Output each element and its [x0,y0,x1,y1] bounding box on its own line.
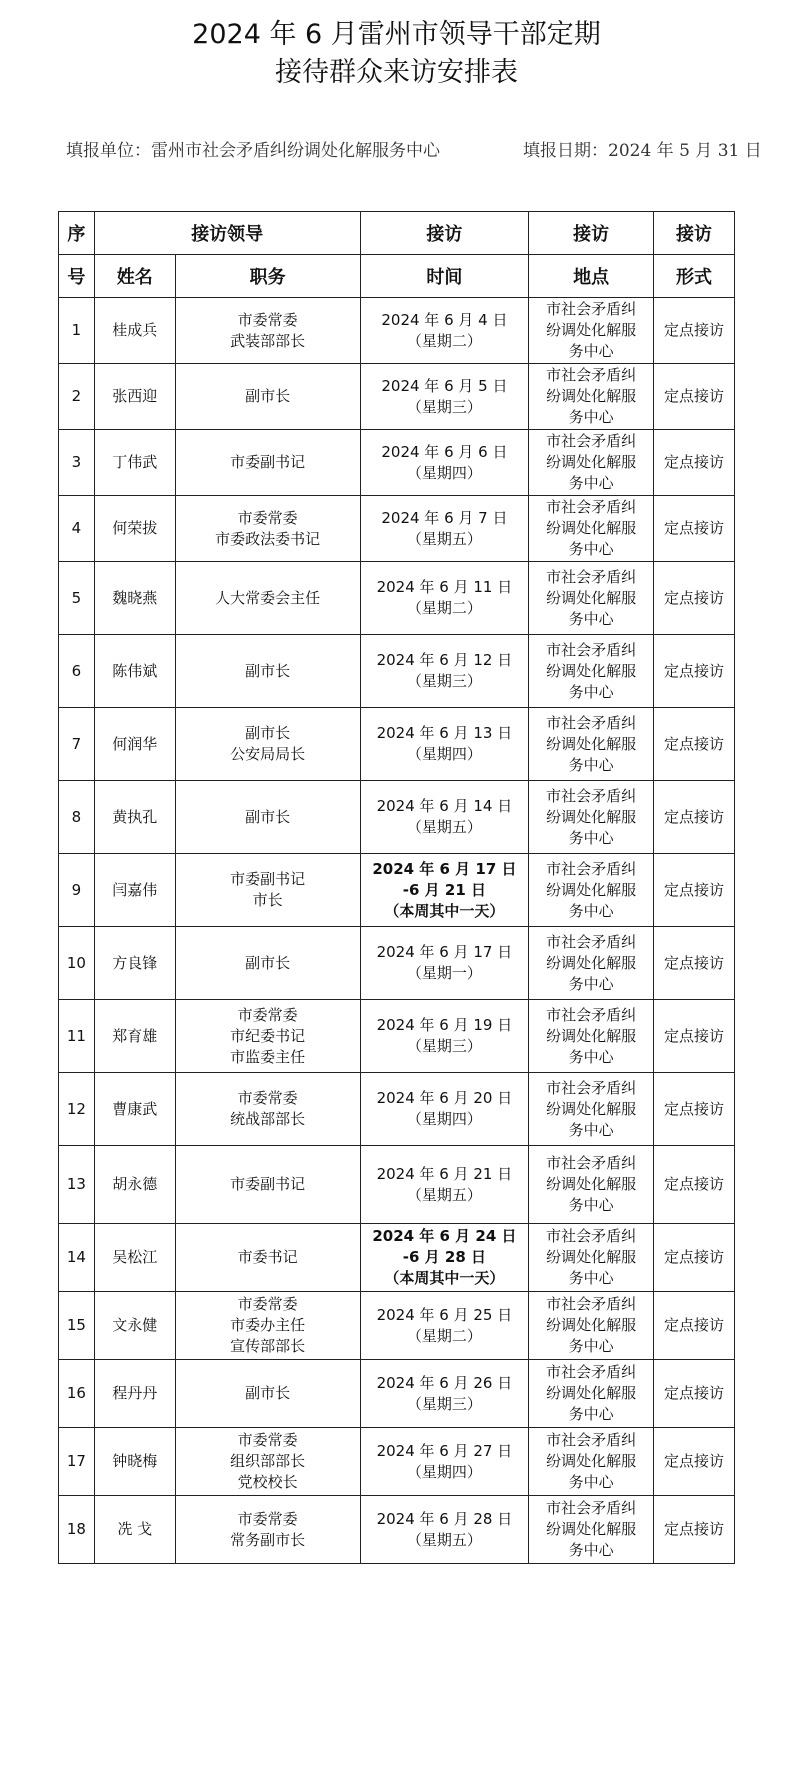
row-position-text: 市委书记 [237,1248,298,1266]
row-name-text: 钟晓梅 [112,1452,158,1470]
row-place [529,927,654,1000]
row-form [654,298,735,364]
row-seq-text: 1 [71,321,82,339]
row-time [360,562,529,635]
row-place-text: 市社会矛盾纠 纷调处化解服 务中心 [546,498,637,558]
row-seq [59,1496,95,1564]
row-seq [59,562,95,635]
row-time [360,1000,529,1073]
row-time-text: 2024 年 6 月 20 日 （星期四） [376,1089,513,1128]
reporting-unit: 填报单位：雷州市社会矛盾纠纷调处化解服务中心 [66,141,440,161]
header-place-bottom: 地点 [529,255,654,298]
row-position [175,496,360,562]
row-form-text: 定点接访 [664,1316,725,1334]
row-position [175,1000,360,1073]
row-seq [59,496,95,562]
row-form [654,708,735,781]
row-name-text: 方良锋 [112,953,158,972]
row-position-text: 副市长 [245,387,291,405]
row-form [654,1292,735,1360]
row-time [360,298,529,364]
row-form [654,1073,735,1146]
table-row [59,1146,735,1224]
row-form [654,635,735,708]
row-position [175,1073,360,1146]
row-place-text: 市社会矛盾纠 纷调处化解服 务中心 [546,932,637,993]
row-position-text: 市委副书记 [230,1175,306,1193]
row-form-text: 定点接访 [664,807,725,826]
row-position-text: 市委常委 市纪委书记 市监委主任 [230,1005,306,1066]
row-seq [59,1146,95,1224]
row-time [360,1146,529,1224]
row-place [529,1360,654,1428]
row-form [654,1428,735,1496]
row-time [360,781,529,854]
row-form-text: 定点接访 [664,1026,725,1045]
row-time-text: 2024 年 6 月 14 日 （星期五） [376,797,513,836]
row-name-text: 胡永德 [112,1175,158,1193]
row-name [94,1224,175,1292]
row-time [360,708,529,781]
row-place-text: 市社会矛盾纠 纷调处化解服 务中心 [546,1499,637,1559]
title-line-1: 2024 年 6 月雷州市领导干部定期 [192,19,601,50]
row-place [529,430,654,496]
row-position-text: 副市长 公安局局长 [230,724,306,763]
header-seq-bottom: 号 [59,255,95,298]
row-position [175,781,360,854]
row-name-text: 丁伟武 [112,453,158,471]
row-seq-text: 7 [71,734,82,753]
row-place [529,1496,654,1564]
row-name [94,1292,175,1360]
row-name-text: 桂成兵 [112,321,158,339]
row-time-text: 2024 年 6 月 17 日 （星期一） [376,943,513,982]
row-name [94,781,175,854]
header-position: 职务 [175,255,360,298]
table-row [59,364,735,430]
row-form [654,1496,735,1564]
row-position [175,1428,360,1496]
table-row [59,298,735,364]
row-place [529,635,654,708]
row-name [94,635,175,708]
header-name: 姓名 [94,255,175,298]
schedule-rows [59,298,735,1564]
row-place [529,364,654,430]
header-leader-group: 接访领导 [94,212,360,255]
row-seq-text: 5 [71,588,82,607]
table-row [59,635,735,708]
row-name [94,1360,175,1428]
row-seq-text: 2 [71,387,82,405]
table-row [59,1360,735,1428]
row-place-text: 市社会矛盾纠 纷调处化解服 务中心 [546,567,637,628]
row-name-text: 黄执孔 [112,807,158,826]
row-name-text: 何荣拔 [112,519,158,537]
row-form-text: 定点接访 [664,387,725,405]
row-time-text: 2024 年 6 月 19 日 （星期三） [376,1016,513,1055]
row-form-text: 定点接访 [664,661,725,680]
row-position-text: 市委常委 统战部部长 [230,1089,306,1128]
row-position-text: 市委常委 常务副市长 [230,1509,306,1549]
row-position-text: 副市长 [245,807,291,826]
row-form-text: 定点接访 [664,1384,725,1402]
row-seq [59,430,95,496]
row-seq-text: 8 [71,807,82,826]
row-place [529,1224,654,1292]
row-name [94,854,175,927]
table-row [59,781,735,854]
table-row [59,1073,735,1146]
row-seq [59,708,95,781]
row-seq-text: 18 [66,1520,86,1538]
row-seq [59,1360,95,1428]
row-seq-text: 14 [66,1248,86,1266]
row-name [94,1000,175,1073]
row-position-text: 市委常委 组织部部长 党校校长 [230,1431,306,1491]
row-form-text: 定点接访 [664,1520,725,1538]
row-time-text: 2024 年 6 月 25 日 （星期二） [376,1305,513,1345]
row-time [360,635,529,708]
row-seq [59,1224,95,1292]
row-form-text: 定点接访 [664,953,725,972]
row-position [175,635,360,708]
row-seq-text: 13 [66,1175,86,1193]
row-place [529,708,654,781]
row-place-text: 市社会矛盾纠 纷调处化解服 务中心 [546,1005,637,1066]
row-name-text: 吴松江 [112,1248,158,1266]
row-position [175,708,360,781]
row-place [529,1000,654,1073]
row-seq-text: 6 [71,661,82,680]
row-position [175,854,360,927]
table-row [59,496,735,562]
row-name [94,298,175,364]
row-form [654,1000,735,1073]
row-place [529,298,654,364]
title-line-2: 接待群众来访安排表 [275,57,518,88]
table-row [59,1428,735,1496]
row-time [360,496,529,562]
row-position-text: 副市长 [245,953,291,972]
row-form-text: 定点接访 [664,321,725,339]
row-place [529,1292,654,1360]
header-time-bottom: 时间 [360,255,529,298]
row-time [360,1428,529,1496]
row-form [654,562,735,635]
row-position-text: 副市长 [245,661,291,680]
table-row [59,1000,735,1073]
row-name [94,364,175,430]
row-place-text: 市社会矛盾纠 纷调处化解服 务中心 [546,1295,637,1355]
row-time [360,1224,529,1292]
row-name-text: 陈伟斌 [112,661,158,680]
row-position-text: 人大常委会主任 [215,588,321,607]
row-seq [59,1292,95,1360]
row-place-text: 市社会矛盾纠 纷调处化解服 务中心 [546,366,637,426]
row-time-text: 2024 年 6 月 4 日 （星期二） [381,310,508,350]
row-name [94,1428,175,1496]
row-place [529,1428,654,1496]
row-name-text: 郑育雄 [112,1026,158,1045]
row-name-text: 程丹丹 [112,1384,158,1402]
header-time-top: 接访 [360,212,529,255]
row-seq-text: 10 [66,953,86,972]
row-seq-text: 9 [71,880,82,899]
row-form-text: 定点接访 [664,1099,725,1118]
row-position-text: 副市长 [245,1384,291,1402]
row-seq [59,364,95,430]
row-position [175,1496,360,1564]
row-seq [59,927,95,1000]
row-seq-text: 12 [66,1099,86,1118]
row-time [360,1496,529,1564]
header-form-bottom: 形式 [654,255,735,298]
row-place-text: 市社会矛盾纠 纷调处化解服 务中心 [546,1431,637,1491]
row-place [529,854,654,927]
row-form-text: 定点接访 [664,453,725,471]
row-name-text: 何润华 [112,734,158,753]
document-title [0,16,793,92]
table-row [59,430,735,496]
row-form-text: 定点接访 [664,1175,725,1193]
row-seq-text: 4 [71,519,82,537]
row-seq [59,1428,95,1496]
row-time-text: 2024 年 6 月 21 日 （星期五） [376,1164,513,1204]
header-place-top: 接访 [529,212,654,255]
row-time-text: 2024 年 6 月 28 日 （星期五） [376,1509,513,1549]
row-time-text: 2024 年 6 月 5 日 （星期三） [381,376,508,416]
row-position [175,364,360,430]
table-row [59,708,735,781]
row-seq-text: 11 [66,1026,86,1045]
row-form-text: 定点接访 [664,519,725,537]
row-name [94,1073,175,1146]
row-position [175,1224,360,1292]
row-form [654,1224,735,1292]
row-form [654,854,735,927]
row-position [175,927,360,1000]
row-place-text: 市社会矛盾纠 纷调处化解服 务中心 [546,640,637,701]
row-position-text: 市委副书记 市长 [230,870,306,909]
row-position-text: 市委常委 市委办主任 宣传部部长 [230,1295,306,1355]
row-name [94,1496,175,1564]
row-seq-text: 3 [71,453,82,471]
row-form [654,364,735,430]
row-place-text: 市社会矛盾纠 纷调处化解服 务中心 [546,1078,637,1139]
row-position [175,1360,360,1428]
row-time [360,1292,529,1360]
row-place [529,1073,654,1146]
table-row [59,854,735,927]
row-form-text: 定点接访 [664,588,725,607]
row-place-text: 市社会矛盾纠 纷调处化解服 务中心 [546,1227,637,1287]
row-time [360,854,529,927]
row-seq-text: 15 [66,1316,86,1334]
row-place-text: 市社会矛盾纠 纷调处化解服 务中心 [546,713,637,774]
row-seq [59,1000,95,1073]
row-position [175,430,360,496]
row-time-text: 2024 年 6 月 11 日 （星期二） [376,578,513,617]
table-row [59,1496,735,1564]
table-row [59,927,735,1000]
row-form-text: 定点接访 [664,734,725,753]
row-form-text: 定点接访 [664,1452,725,1470]
row-time-text: 2024 年 6 月 6 日 （星期四） [381,442,508,482]
reporting-date: 填报日期：2024 年 5 月 31 日 [523,141,762,161]
row-position-text: 市委常委 市委政法委书记 [215,508,321,548]
row-time-text: 2024 年 6 月 27 日 （星期四） [376,1441,513,1481]
row-name-text: 魏晓燕 [112,588,158,607]
row-position-text: 市委副书记 [230,453,306,471]
row-name [94,708,175,781]
header-seq-top: 序 [59,212,95,255]
row-time [360,430,529,496]
header-form-top: 接访 [654,212,735,255]
row-seq [59,635,95,708]
row-form [654,1360,735,1428]
schedule-table [58,211,735,1564]
row-time [360,364,529,430]
row-time [360,1073,529,1146]
row-time-text: 2024 年 6 月 13 日 （星期四） [376,724,513,763]
row-name-text: 文永健 [112,1316,158,1334]
row-place-text: 市社会矛盾纠 纷调处化解服 务中心 [546,859,637,920]
row-name [94,927,175,1000]
row-name [94,496,175,562]
row-name [94,430,175,496]
row-place-text: 市社会矛盾纠 纷调处化解服 务中心 [546,1154,637,1214]
row-seq-text: 16 [66,1384,86,1402]
row-form [654,781,735,854]
row-place [529,496,654,562]
row-form-text: 定点接访 [664,880,725,899]
row-time [360,927,529,1000]
row-time-text: 2024 年 6 月 24 日 -6 月 28 日 （本周其中一天） [372,1227,517,1287]
table-row [59,1224,735,1292]
row-seq-text: 17 [66,1452,86,1470]
row-form [654,1146,735,1224]
row-place [529,1146,654,1224]
row-position-text: 市委常委 武装部部长 [230,310,306,350]
row-form-text: 定点接访 [664,1248,725,1266]
row-form [654,927,735,1000]
row-seq [59,1073,95,1146]
row-place-text: 市社会矛盾纠 纷调处化解服 务中心 [546,432,637,492]
row-position [175,562,360,635]
row-name-text: 冼 戈 [117,1520,153,1538]
row-form [654,430,735,496]
row-position [175,1146,360,1224]
row-time-text: 2024 年 6 月 17 日 -6 月 21 日 （本周其中一天） [372,859,517,920]
row-seq [59,298,95,364]
row-name [94,562,175,635]
row-name-text: 曹康武 [112,1099,158,1118]
row-time-text: 2024 年 6 月 26 日 （星期三） [376,1373,513,1413]
table-row [59,562,735,635]
row-place-text: 市社会矛盾纠 纷调处化解服 务中心 [546,1363,637,1423]
row-name-text: 闫嘉伟 [112,880,158,899]
row-place-text: 市社会矛盾纠 纷调处化解服 务中心 [546,300,637,360]
row-seq [59,854,95,927]
row-place [529,562,654,635]
row-time-text: 2024 年 6 月 7 日 （星期五） [381,508,508,548]
row-time [360,1360,529,1428]
table-row [59,1292,735,1360]
row-position [175,298,360,364]
row-place-text: 市社会矛盾纠 纷调处化解服 务中心 [546,786,637,847]
row-name-text: 张西迎 [112,387,158,405]
row-time-text: 2024 年 6 月 12 日 （星期三） [376,651,513,690]
row-seq [59,781,95,854]
row-form [654,496,735,562]
row-name [94,1146,175,1224]
row-place [529,781,654,854]
row-position [175,1292,360,1360]
